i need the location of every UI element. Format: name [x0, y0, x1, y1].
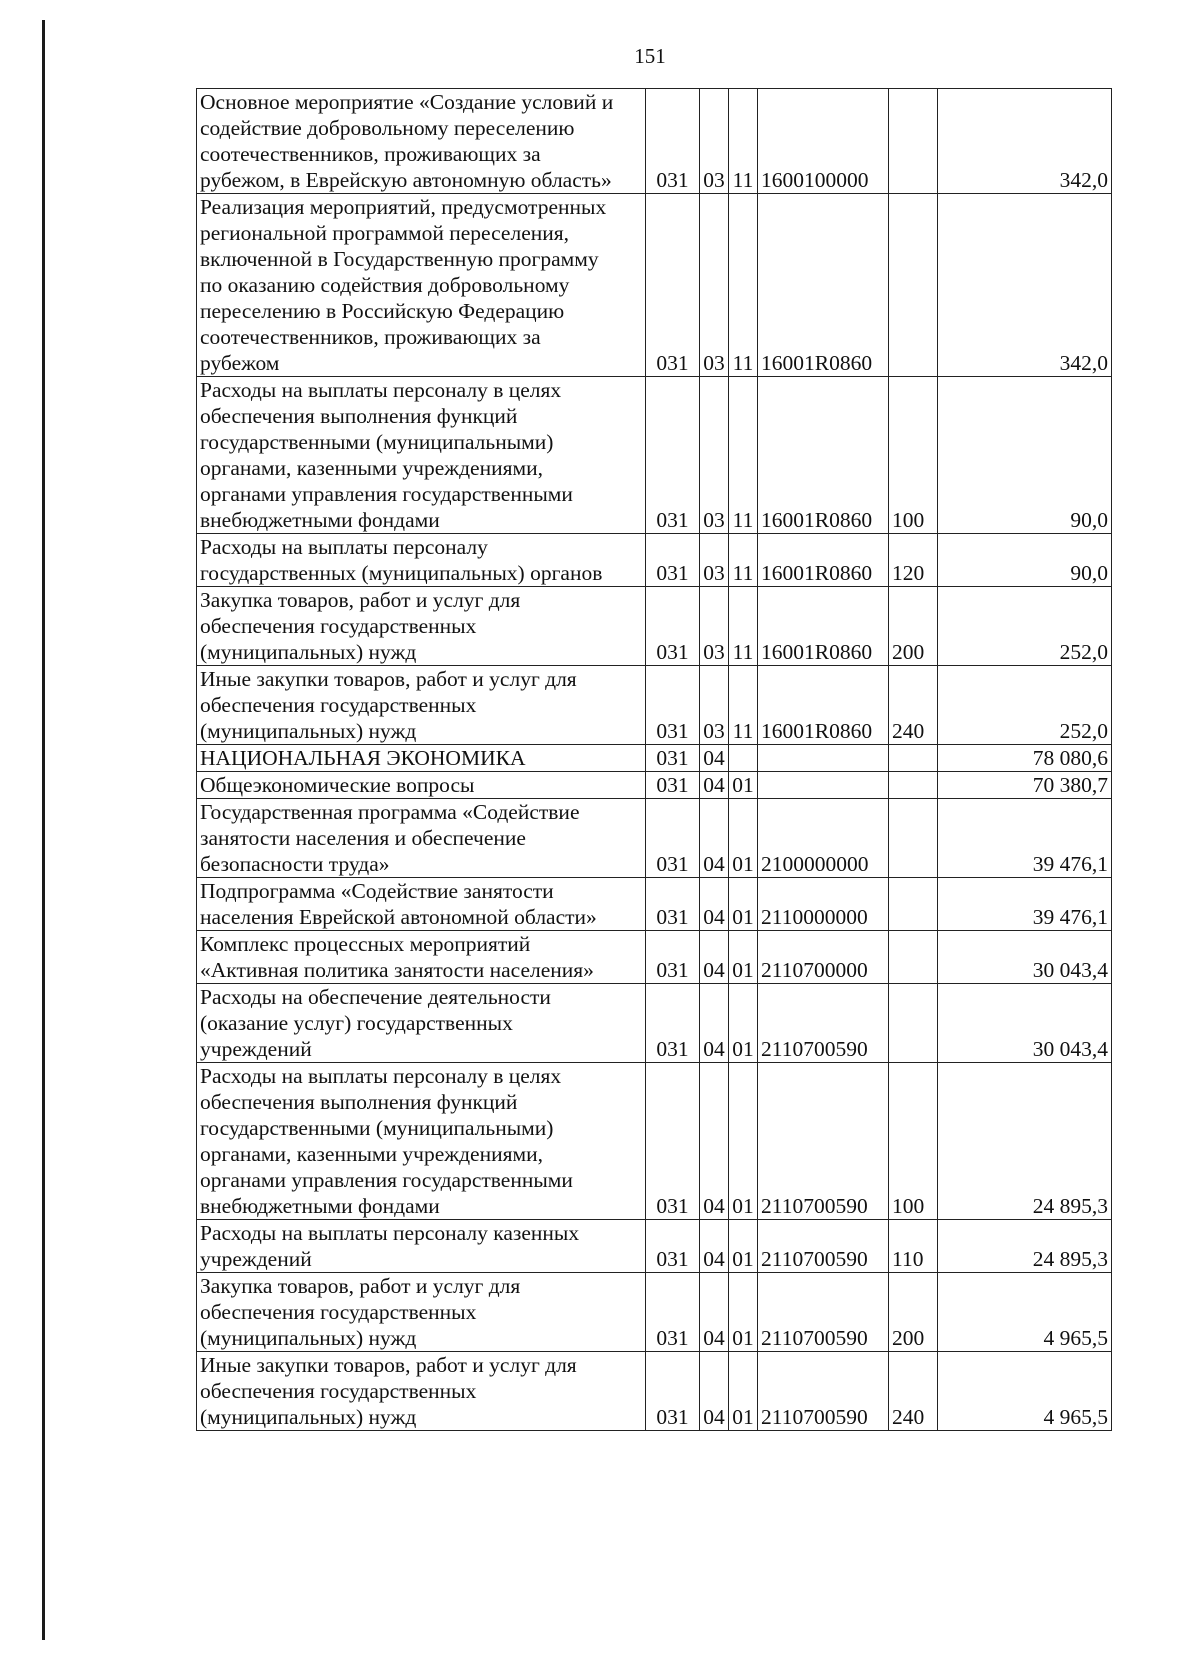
- name-line: Иные закупки товаров, работ и услуг для: [200, 667, 577, 691]
- cell-pr: 01: [729, 1063, 758, 1220]
- cell-csr: 2110700590: [758, 1220, 889, 1273]
- cell-rz: 04: [700, 745, 729, 772]
- name-line: Расходы на обеспечение деятельности: [200, 985, 551, 1009]
- name-line: рубежом, в Еврейскую автономную область»: [200, 168, 612, 192]
- name-line: включенной в Государственную программу: [200, 247, 599, 271]
- cell-name: [197, 1220, 646, 1273]
- cell-gr: 031: [646, 587, 700, 666]
- cell-sum: 30 043,4: [938, 931, 1112, 984]
- cell-csr: 16001R0860: [758, 377, 889, 534]
- table-row: [197, 984, 1112, 1063]
- table-row: [197, 1063, 1112, 1220]
- cell-sum: 4 965,5: [938, 1273, 1112, 1352]
- cell-name: [197, 666, 646, 745]
- cell-name: [197, 745, 646, 772]
- name-line: государственными (муниципальными): [200, 430, 554, 454]
- name-line: Закупка товаров, работ и услуг для: [200, 1274, 521, 1298]
- name-line: по оказанию содействия добровольному: [200, 273, 570, 297]
- cell-sum: 4 965,5: [938, 1352, 1112, 1431]
- cell-name: [197, 1063, 646, 1220]
- cell-name: [197, 878, 646, 931]
- cell-rz: 04: [700, 772, 729, 799]
- cell-pr: 11: [729, 534, 758, 587]
- cell-rz: 04: [700, 931, 729, 984]
- cell-gr: 031: [646, 666, 700, 745]
- cell-rz: 04: [700, 799, 729, 878]
- cell-pr: 01: [729, 931, 758, 984]
- cell-pr: 11: [729, 377, 758, 534]
- cell-sum: 39 476,1: [938, 878, 1112, 931]
- cell-csr: 16001R0860: [758, 534, 889, 587]
- cell-csr: [758, 745, 889, 772]
- cell-gr: 031: [646, 772, 700, 799]
- cell-name: [197, 799, 646, 878]
- cell-csr: 1600100000: [758, 89, 889, 194]
- cell-pr: [729, 745, 758, 772]
- table-row: [197, 1273, 1112, 1352]
- name-line: Общеэкономические вопросы: [200, 773, 475, 797]
- cell-gr: 031: [646, 377, 700, 534]
- name-line: (муниципальных) нужд: [200, 640, 417, 664]
- cell-pr: 01: [729, 1273, 758, 1352]
- name-line: Подпрограмма «Содействие занятости: [200, 879, 554, 903]
- name-line: государственными (муниципальными): [200, 1116, 554, 1140]
- name-line: внебюджетными фондами: [200, 508, 440, 532]
- name-line: учреждений: [200, 1037, 312, 1061]
- cell-rz: 04: [700, 1063, 729, 1220]
- cell-gr: 031: [646, 878, 700, 931]
- cell-gr: 031: [646, 534, 700, 587]
- cell-csr: 2110700590: [758, 1273, 889, 1352]
- cell-rz: 04: [700, 984, 729, 1063]
- name-line: Государственная программа «Содействие: [200, 800, 580, 824]
- cell-name: [197, 1352, 646, 1431]
- cell-sum: 78 080,6: [938, 745, 1112, 772]
- cell-vr: [889, 194, 938, 377]
- name-line: Расходы на выплаты персоналу в целях: [200, 1064, 562, 1088]
- name-line: органами, казенными учреждениями,: [200, 1142, 543, 1166]
- cell-sum: 24 895,3: [938, 1220, 1112, 1273]
- cell-vr: [889, 931, 938, 984]
- name-line: учреждений: [200, 1247, 312, 1271]
- cell-pr: 01: [729, 1220, 758, 1273]
- name-line: (оказание услуг) государственных: [200, 1011, 513, 1035]
- cell-vr: [889, 89, 938, 194]
- name-line: соотечественников, проживающих за: [200, 142, 541, 166]
- cell-sum: 252,0: [938, 666, 1112, 745]
- cell-pr: 01: [729, 772, 758, 799]
- name-line: обеспечения государственных: [200, 1300, 477, 1324]
- cell-vr: 100: [889, 1063, 938, 1220]
- name-line: соотечественников, проживающих за: [200, 325, 541, 349]
- cell-sum: 70 380,7: [938, 772, 1112, 799]
- name-line: обеспечения государственных: [200, 614, 477, 638]
- cell-vr: [889, 799, 938, 878]
- scan-edge-line: [42, 20, 45, 1640]
- name-line: населения Еврейской автономной области»: [200, 905, 597, 929]
- cell-gr: 031: [646, 1273, 700, 1352]
- name-line: обеспечения государственных: [200, 693, 477, 717]
- cell-csr: [758, 772, 889, 799]
- cell-pr: 01: [729, 799, 758, 878]
- cell-rz: 03: [700, 194, 729, 377]
- cell-gr: 031: [646, 89, 700, 194]
- name-line: государственных (муниципальных) органов: [200, 561, 603, 585]
- cell-rz: 04: [700, 1352, 729, 1431]
- cell-sum: 342,0: [938, 194, 1112, 377]
- page-number: 151: [634, 44, 666, 68]
- cell-vr: [889, 984, 938, 1063]
- cell-rz: 03: [700, 534, 729, 587]
- name-line: региональной программой переселения,: [200, 221, 570, 245]
- cell-csr: 2110700590: [758, 1352, 889, 1431]
- cell-rz: 03: [700, 377, 729, 534]
- table-row: [197, 666, 1112, 745]
- name-line: рубежом: [200, 351, 280, 375]
- table-row: [197, 1220, 1112, 1273]
- name-line: «Активная политика занятости населения»: [200, 958, 594, 982]
- table-row: [197, 745, 1112, 772]
- cell-name: [197, 89, 646, 194]
- name-line: Расходы на выплаты персоналу: [200, 535, 488, 559]
- cell-vr: [889, 772, 938, 799]
- cell-pr: 01: [729, 878, 758, 931]
- cell-rz: 03: [700, 89, 729, 194]
- name-line: НАЦИОНАЛЬНАЯ ЭКОНОМИКА: [200, 746, 526, 770]
- name-line: безопасности труда»: [200, 852, 390, 876]
- cell-gr: 031: [646, 745, 700, 772]
- table-row: [197, 878, 1112, 931]
- name-line: обеспечения государственных: [200, 1379, 477, 1403]
- cell-vr: [889, 745, 938, 772]
- cell-name: [197, 534, 646, 587]
- budget-table: [196, 88, 1112, 1431]
- cell-rz: 04: [700, 1273, 729, 1352]
- cell-csr: 2100000000: [758, 799, 889, 878]
- cell-csr: 2110000000: [758, 878, 889, 931]
- cell-vr: 110: [889, 1220, 938, 1273]
- cell-rz: 03: [700, 587, 729, 666]
- cell-sum: 24 895,3: [938, 1063, 1112, 1220]
- name-line: Расходы на выплаты персоналу казенных: [200, 1221, 580, 1245]
- cell-pr: 11: [729, 89, 758, 194]
- cell-csr: 16001R0860: [758, 666, 889, 745]
- table-row: [197, 799, 1112, 878]
- name-line: органами, казенными учреждениями,: [200, 456, 543, 480]
- cell-sum: 252,0: [938, 587, 1112, 666]
- cell-gr: 031: [646, 931, 700, 984]
- cell-gr: 031: [646, 1063, 700, 1220]
- cell-pr: 01: [729, 984, 758, 1063]
- table-row: [197, 931, 1112, 984]
- name-line: занятости населения и обеспечение: [200, 826, 526, 850]
- name-line: переселению в Российскую Федерацию: [200, 299, 565, 323]
- cell-sum: 39 476,1: [938, 799, 1112, 878]
- table-row: [197, 772, 1112, 799]
- name-line: Иные закупки товаров, работ и услуг для: [200, 1353, 577, 1377]
- budget-table-body: [197, 89, 1112, 1431]
- name-line: внебюджетными фондами: [200, 1194, 440, 1218]
- name-line: Основное мероприятие «Создание условий и: [200, 90, 614, 114]
- name-line: (муниципальных) нужд: [200, 1405, 417, 1429]
- cell-name: [197, 931, 646, 984]
- cell-sum: 90,0: [938, 534, 1112, 587]
- table-row: [197, 89, 1112, 194]
- cell-name: [197, 1273, 646, 1352]
- cell-rz: 04: [700, 1220, 729, 1273]
- cell-pr: 11: [729, 666, 758, 745]
- cell-csr: 16001R0860: [758, 194, 889, 377]
- cell-name: [197, 194, 646, 377]
- table-row: [197, 1352, 1112, 1431]
- cell-pr: 11: [729, 587, 758, 666]
- cell-csr: 2110700000: [758, 931, 889, 984]
- name-line: обеспечения выполнения функций: [200, 404, 518, 428]
- name-line: Закупка товаров, работ и услуг для: [200, 588, 521, 612]
- cell-sum: 90,0: [938, 377, 1112, 534]
- name-line: Расходы на выплаты персоналу в целях: [200, 378, 562, 402]
- cell-rz: 03: [700, 666, 729, 745]
- cell-csr: 2110700590: [758, 1063, 889, 1220]
- cell-name: [197, 772, 646, 799]
- name-line: органами управления государственными: [200, 1168, 573, 1192]
- cell-gr: 031: [646, 194, 700, 377]
- cell-vr: 200: [889, 1273, 938, 1352]
- cell-name: [197, 377, 646, 534]
- table-row: [197, 377, 1112, 534]
- cell-gr: 031: [646, 984, 700, 1063]
- cell-pr: 11: [729, 194, 758, 377]
- table-row: [197, 194, 1112, 377]
- name-line: Комплекс процессных мероприятий: [200, 932, 531, 956]
- cell-sum: 30 043,4: [938, 984, 1112, 1063]
- cell-gr: 031: [646, 1352, 700, 1431]
- cell-name: [197, 587, 646, 666]
- cell-vr: 240: [889, 666, 938, 745]
- cell-vr: 240: [889, 1352, 938, 1431]
- name-line: содействие добровольному переселению: [200, 116, 575, 140]
- cell-sum: 342,0: [938, 89, 1112, 194]
- cell-vr: [889, 878, 938, 931]
- name-line: Реализация мероприятий, предусмотренных: [200, 195, 607, 219]
- cell-csr: 2110700590: [758, 984, 889, 1063]
- cell-name: [197, 984, 646, 1063]
- cell-vr: 200: [889, 587, 938, 666]
- cell-pr: 01: [729, 1352, 758, 1431]
- cell-rz: 04: [700, 878, 729, 931]
- cell-vr: 100: [889, 377, 938, 534]
- table-row: [197, 534, 1112, 587]
- name-line: обеспечения выполнения функций: [200, 1090, 518, 1114]
- cell-gr: 031: [646, 799, 700, 878]
- name-line: органами управления государственными: [200, 482, 573, 506]
- name-line: (муниципальных) нужд: [200, 1326, 417, 1350]
- table-row: [197, 587, 1112, 666]
- cell-gr: 031: [646, 1220, 700, 1273]
- cell-vr: 120: [889, 534, 938, 587]
- name-line: (муниципальных) нужд: [200, 719, 417, 743]
- cell-csr: 16001R0860: [758, 587, 889, 666]
